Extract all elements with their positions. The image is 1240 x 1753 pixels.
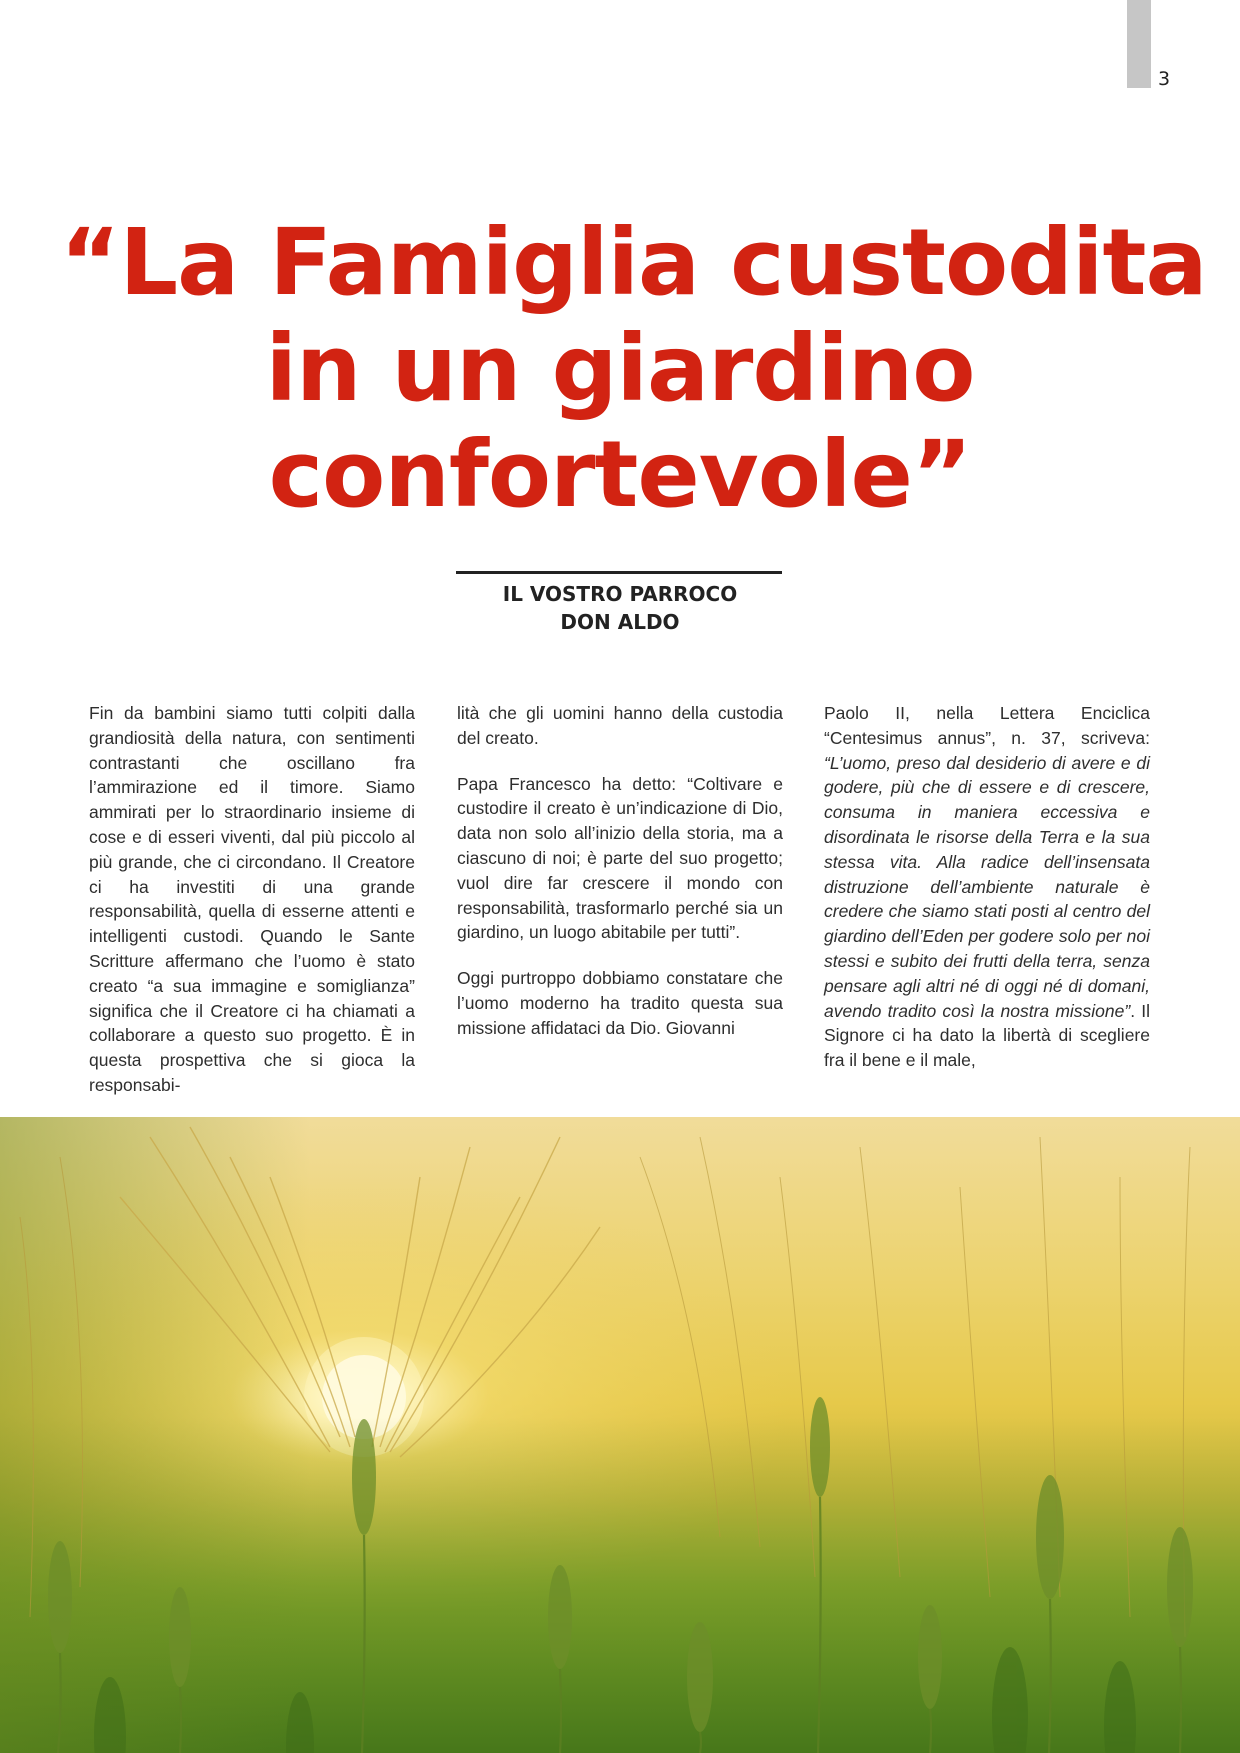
title-line: “La Famiglia custodita (60, 209, 1207, 316)
wheat-field-illustration (0, 1117, 1240, 1753)
encyclical-quote: “L’uomo, preso dal desiderio di avere e di godere, più che di essere e di crescere, consuma in maniera eccessiva e disordinata le risorse della Terra e la sua stessa vita. Alla radice dell’insensata distruzione dell’ambiente naturale è credere che siamo stati posti al centro del giardino dell’Eden per godere solo per noi stessi e subito dei frutti della terra, senza pensare agli altri né di oggi né di domani, avendo tradito così la nostra missione” (824, 752, 1150, 1021)
encyclical-intro: Paolo II, nella Lettera Enciclica “Centesimus annus”, n. 37, scriveva: (824, 703, 1150, 748)
text-column-3 (824, 701, 1150, 1094)
encyclical-outro: . Il Signore ci ha dato la libertà di scegliere fra il bene e il male, (824, 1000, 1150, 1071)
title-line: in un giardino (265, 315, 975, 422)
paragraph: lità che gli uomini hanno della custodia del creato. (457, 703, 783, 748)
paragraph (824, 701, 1150, 1073)
title-line: confortevole” (268, 421, 972, 528)
author-name: DON ALDO (560, 610, 680, 634)
paragraph: Papa Francesco ha detto: “Coltivare e custodire il creato è un’indicazione di Dio, data non solo all’inizio della storia, ma a ciascuno di noi; è parte del suo progetto; vuol dire far crescere il mondo con responsabilità, trasformarlo perché sia un giardino, un luogo abitabile per tutti”. (457, 773, 783, 943)
paragraph: Fin da bambini siamo tutti colpiti dalla grandiosità della natura, con sentimenti contrastanti che oscillano fra l’ammirazione ed il timore. Siamo ammirati per lo straordinario insieme di cose e di esseri viventi, dal più piccolo al più grande, che ci circondano. Il Creatore ci ha investiti di una grande responsabilità, quella di esserne attenti e intelligenti custodi. Quando le Sante Scritture affermano che l’uomo è stato creato “a sua immagine e somiglianza” significa che il Creatore ci ha chiamati a collaborare a questo suo progetto. È in questa prospettiva che si gioca la responsabi- (89, 703, 415, 1095)
author-role: IL VOSTRO PARROCO (502, 582, 738, 606)
author-byline (420, 580, 820, 636)
text-column-2 (457, 701, 783, 1062)
wheat-field-sunset-photo (0, 1117, 1240, 1753)
article-title (60, 209, 1207, 528)
author-divider (456, 571, 782, 574)
text-column-1 (89, 701, 415, 1119)
paragraph: Oggi purtroppo dobbiamo constatare che l’uomo moderno ha tradito questa sua missione affidataci da Dio. Giovanni (457, 968, 783, 1038)
page-tab-marker (1127, 0, 1151, 88)
page-number: 3 (1158, 68, 1171, 90)
